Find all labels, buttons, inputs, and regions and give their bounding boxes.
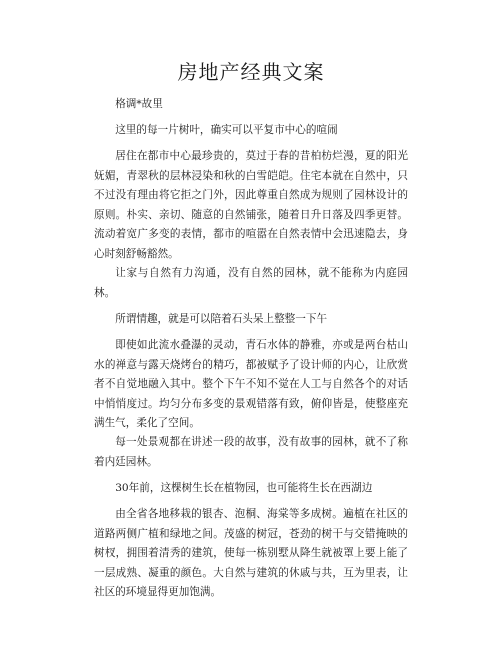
paragraph: 每一处景观都在讲述一段的故事，没有故事的园林，就不了称着内廷园林。 — [94, 436, 408, 468]
paragraph: 让家与自然有力沟通，没有自然的园林，就不能称为内庭园林。 — [94, 267, 408, 299]
paragraph: 居住在都市中心最珍贵的，莫过于春的昔柏枋烂漫，夏的阳光妩媚，青翠秋的层林浸染和秋的白雪皑皑。住宅本就在自然中，只不过没有理由将它拒之门外，因此尊重自然成为规则了园林设计的原则。朴实、亲切、随意的自然铺张，随着日升日落及四季更替。流动着宽广多变的表情，都市的喧嚣在自然表情中会迅速隐去，身心时刻舒畅豁然。 — [94, 150, 408, 260]
paragraph: 这里的每一片树叶，确实可以平复市中心的喧闹 — [115, 124, 338, 136]
paragraph: 所谓情趣，就是可以陪着石头呆上整整一下午 — [115, 313, 328, 325]
paragraph: 即使如此流水叠瀑的灵动，青石水体的静雅，亦或是两台枯山水的禅意与露天烧烤台的精巧，都被赋予了设计师的内心，让欣赏者不自觉地融入其中。整个下午不知不觉在人工与自然各个的对话中悄悄度过。均匀分布多变的景观错落有致，俯仰皆是，使整座充满生气，柔化了空间。 — [94, 339, 408, 429]
page-title: 房地产经典文案 — [177, 60, 325, 84]
paragraph: 由全省各地移栽的银杏、泡桐、海棠等多成树。遍植在社区的道路两侧广植和绿地之间。茂盛的树冠，苍劲的树干与交错掩映的树杈，拥围着清秀的建筑，使每一栋别墅从降生就被罩上要上能了一层成熟、凝重的颜色。大自然与建筑的休戚与共，互为里表，让社区的环境显得更加饱满。 — [94, 508, 408, 598]
paragraph: 30年前，这棵树生长在植物园，也可能将生长在西湖边 — [115, 482, 373, 494]
section-heading: 格调*故里 — [115, 98, 163, 110]
